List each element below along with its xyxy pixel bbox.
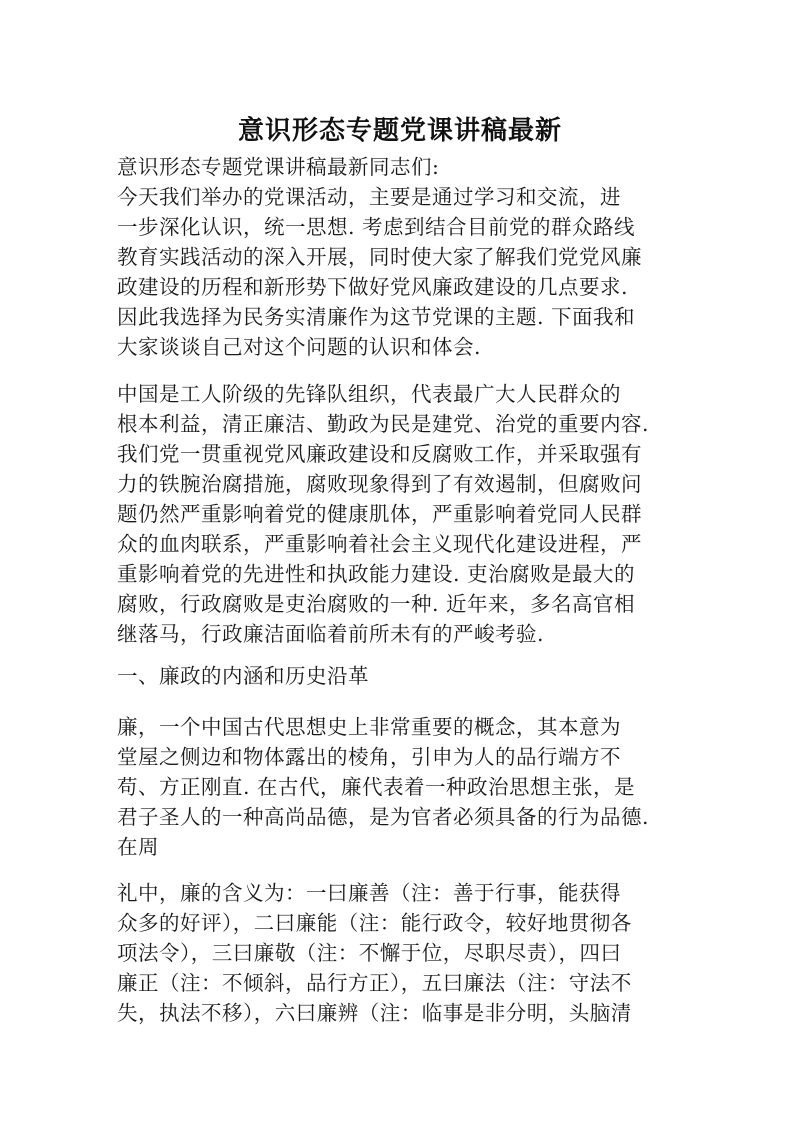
text-line: 众的血肉联系，严重影响着社会主义现代化建设进程，严 [117,532,642,556]
text-line: 在周 [117,835,159,859]
paragraph-meaning-of-lian [117,712,665,862]
text-line: 政建设的历程和新形势下做好党风廉政建设的几点要求. [117,275,629,299]
text-line: 众多的好评），二曰廉能（注：能行政令，较好地贯彻各 [117,911,632,935]
text-line: 廉，一个中国古代思想史上非常重要的概念，其本意为 [117,715,621,739]
text-line: 重影响着党的先进性和执政能力建设. 吏治腐败是最大的 [117,562,636,586]
paragraph-party-integrity [117,379,665,649]
section-heading [117,661,665,691]
text-line: 大家谈谈自己对这个问题的认识和体会. [117,335,482,359]
text-line: 君子圣人的一种高尚品德，是为官者必须具备的行为品德. [117,805,650,829]
text-line: 中国是工人阶级的先锋队组织，代表最广大人民群众的 [117,382,621,406]
text-line: 题仍然严重影响着党的健康肌体，严重影响着党同人民群 [117,502,642,526]
paragraph-six-lian [117,878,665,1028]
text-line: 今天我们举办的党课活动，主要是通过学习和交流，进 [117,185,621,209]
text-line: 我们党一贯重视党风廉政建设和反腐败工作，并采取强有 [117,442,642,466]
text-line: 继落马，行政廉洁面临着前所未有的严峻考验. [117,622,545,646]
text-line: 苟、方正刚直. 在古代，廉代表着一种政治思想主张，是 [117,775,636,799]
text-line: 腐败，行政腐败是吏治腐败的一种. 近年来，多名高官相 [117,592,636,616]
document-title: 意识形态专题党课讲稿最新 [237,116,562,146]
heading-text: 一、廉政的内涵和历史沿革 [117,664,369,688]
text-line: 意识形态专题党课讲稿最新同志们: [117,155,440,179]
text-line: 因此我选择为民务实清廉作为这节党课的主题. 下面我和 [117,305,636,329]
text-line: 一步深化认识，统一思想. 考虑到结合目前党的群众路线 [117,215,636,239]
text-line: 根本利益，清正廉洁、勤政为民是建党、治党的重要内容. [117,412,650,436]
text-line: 项法令），三曰廉敬（注：不懈于位，尽职尽责），四曰 [117,941,622,965]
text-line: 廉正（注：不倾斜，品行方正），五曰廉法（注：守法不 [117,971,632,995]
intro-paragraph [117,152,665,362]
text-line: 力的铁腕治腐措施，腐败现象得到了有效遏制，但腐败问 [117,472,642,496]
text-line: 失，执法不移），六曰廉辨（注：临事是非分明，头脑清 [117,1001,632,1025]
text-line: 礼中，廉的含义为：一曰廉善（注：善于行事，能获得 [117,881,621,905]
text-line: 教育实践活动的深入开展，同时使大家了解我们党党风廉 [117,245,642,269]
text-line: 堂屋之侧边和物体露出的棱角，引申为人的品行端方不 [117,745,621,769]
